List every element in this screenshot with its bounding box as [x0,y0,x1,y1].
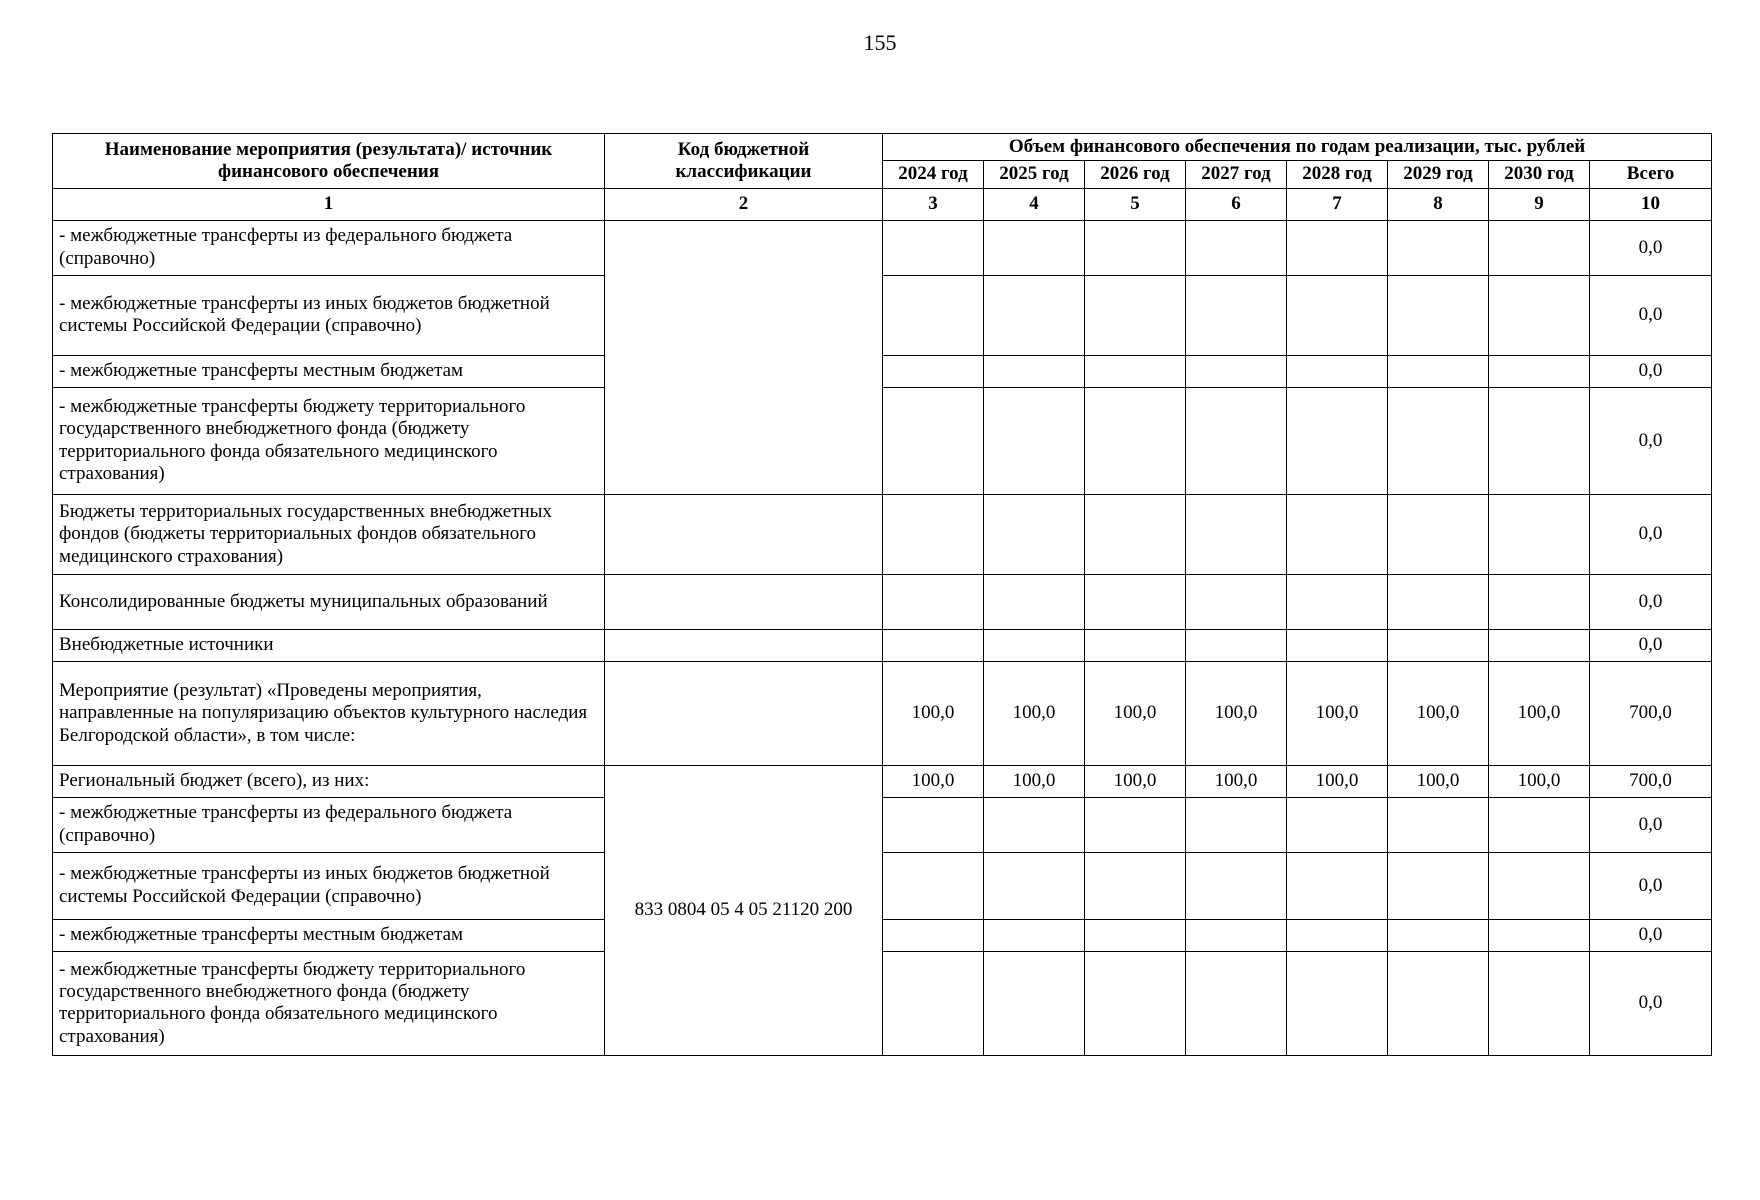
table-row [53,355,1712,387]
value-cell [883,494,984,574]
column-number: 1 [53,188,605,220]
total-cell: 0,0 [1590,387,1712,494]
value-cell [1287,574,1388,629]
column-number: 5 [1085,188,1186,220]
value-cell [984,951,1085,1055]
value-cell: 100,0 [1287,765,1388,797]
value-cell [984,387,1085,494]
total-cell: 0,0 [1590,919,1712,951]
header-year: 2025 год [984,161,1085,188]
row-name: - межбюджетные трансферты из иных бюджетов бюджетной системы Российской Федерации (справочно) [53,852,605,919]
value-cell [1489,387,1590,494]
value-cell [1085,797,1186,852]
header-code: Код бюджетной классификации [605,134,883,189]
header-row-numbers [53,188,1712,220]
total-cell: 0,0 [1590,629,1712,661]
value-cell [883,220,984,275]
budget-code-cell: 833 0804 05 4 05 21120 200 [605,765,883,1055]
value-cell [1489,852,1590,919]
column-number: 7 [1287,188,1388,220]
column-number: 2 [605,188,883,220]
column-number: 3 [883,188,984,220]
table-row [53,951,1712,1055]
value-cell [1388,797,1489,852]
budget-code-cell [605,220,883,494]
value-cell: 100,0 [1186,661,1287,765]
value-cell [1489,275,1590,355]
value-cell [1186,574,1287,629]
row-name: Региональный бюджет (всего), из них: [53,765,605,797]
value-cell [883,275,984,355]
total-cell: 0,0 [1590,275,1712,355]
value-cell [1085,355,1186,387]
header-year: 2026 год [1085,161,1186,188]
value-cell: 100,0 [1085,765,1186,797]
value-cell [984,629,1085,661]
total-cell: 0,0 [1590,574,1712,629]
total-cell: 700,0 [1590,661,1712,765]
value-cell [1186,951,1287,1055]
value-cell [1388,951,1489,1055]
value-cell [1085,629,1186,661]
table-row [53,629,1712,661]
value-cell [1489,951,1590,1055]
value-cell [1388,574,1489,629]
table-row [53,275,1712,355]
column-number: 10 [1590,188,1712,220]
value-cell [1085,574,1186,629]
value-cell [1287,919,1388,951]
value-cell [1085,275,1186,355]
row-name: - межбюджетные трансферты из федерального бюджета (справочно) [53,220,605,275]
value-cell [883,797,984,852]
value-cell [984,919,1085,951]
value-cell: 100,0 [1085,661,1186,765]
value-cell [1388,220,1489,275]
value-cell [883,919,984,951]
column-number: 8 [1388,188,1489,220]
total-cell: 700,0 [1590,765,1712,797]
row-name: - межбюджетные трансферты из федерального бюджета (справочно) [53,797,605,852]
value-cell: 100,0 [1287,661,1388,765]
value-cell [984,574,1085,629]
value-cell [883,355,984,387]
row-name: - межбюджетные трансферты местным бюджетам [53,355,605,387]
value-cell: 100,0 [1186,765,1287,797]
value-cell [1085,951,1186,1055]
value-cell [1186,852,1287,919]
header-year: 2030 год [1489,161,1590,188]
row-name: Консолидированные бюджеты муниципальных образований [53,574,605,629]
value-cell [984,494,1085,574]
value-cell [984,355,1085,387]
value-cell [1186,220,1287,275]
value-cell [1287,387,1388,494]
column-number: 6 [1186,188,1287,220]
value-cell: 100,0 [883,661,984,765]
value-cell [1287,797,1388,852]
total-cell: 0,0 [1590,494,1712,574]
row-name: Бюджеты территориальных государственных внебюджетных фондов (бюджеты территориальных фондов обязательного медицинского страхования) [53,494,605,574]
value-cell [1489,220,1590,275]
total-cell: 0,0 [1590,852,1712,919]
value-cell [1287,629,1388,661]
row-name: - межбюджетные трансферты бюджету территориального государственного внебюджетного фонда (бюджету территориального фонда обязательного медицинского страхования) [53,951,605,1055]
value-cell [1388,919,1489,951]
column-number: 9 [1489,188,1590,220]
total-cell: 0,0 [1590,951,1712,1055]
value-cell [1085,494,1186,574]
value-cell [1085,220,1186,275]
value-cell [1489,574,1590,629]
value-cell: 100,0 [883,765,984,797]
value-cell [984,220,1085,275]
value-cell [1287,355,1388,387]
table-row [53,574,1712,629]
value-cell [1489,355,1590,387]
table-row [53,765,1712,797]
total-cell: 0,0 [1590,355,1712,387]
table-row [53,220,1712,275]
row-name: - межбюджетные трансферты из иных бюджетов бюджетной системы Российской Федерации (справочно) [53,275,605,355]
budget-code-cell [605,661,883,765]
value-cell [1186,797,1287,852]
header-year: 2024 год [883,161,984,188]
table-row [53,919,1712,951]
value-cell [1287,951,1388,1055]
value-cell: 100,0 [1388,661,1489,765]
header-total: Всего [1590,161,1712,188]
value-cell [1085,387,1186,494]
value-cell [1388,355,1489,387]
table-row [53,387,1712,494]
row-name: - межбюджетные трансферты бюджету территориального государственного внебюджетного фонда (бюджету территориального фонда обязательного медицинского страхования) [53,387,605,494]
value-cell [1489,797,1590,852]
value-cell [1287,220,1388,275]
row-name: - межбюджетные трансферты местным бюджетам [53,919,605,951]
header-volume: Объем финансового обеспечения по годам реализации, тыс. рублей [883,134,1712,161]
budget-table [52,133,1712,1056]
header-year: 2028 год [1287,161,1388,188]
budget-code-cell [605,629,883,661]
value-cell [883,951,984,1055]
value-cell [1186,387,1287,494]
value-cell: 100,0 [1489,661,1590,765]
header-row-1 [53,134,1712,161]
header-year: 2027 год [1186,161,1287,188]
table-row [53,494,1712,574]
column-number: 4 [984,188,1085,220]
value-cell [1489,494,1590,574]
budget-code-cell [605,574,883,629]
value-cell [883,387,984,494]
table-row [53,661,1712,765]
value-cell [1388,387,1489,494]
value-cell [1085,852,1186,919]
value-cell [1186,494,1287,574]
total-cell: 0,0 [1590,797,1712,852]
value-cell [883,574,984,629]
value-cell [1489,629,1590,661]
value-cell [1186,355,1287,387]
value-cell [1085,919,1186,951]
table-row [53,852,1712,919]
value-cell [1388,852,1489,919]
total-cell: 0,0 [1590,220,1712,275]
budget-code-cell [605,494,883,574]
value-cell: 100,0 [1489,765,1590,797]
value-cell [883,852,984,919]
value-cell [1388,494,1489,574]
page-number: 155 [863,30,897,55]
value-cell: 100,0 [1388,765,1489,797]
value-cell [883,629,984,661]
value-cell [1186,275,1287,355]
value-cell [1287,852,1388,919]
row-name: Внебюджетные источники [53,629,605,661]
value-cell: 100,0 [984,661,1085,765]
value-cell [1388,275,1489,355]
value-cell [1186,919,1287,951]
value-cell [984,852,1085,919]
value-cell [1287,275,1388,355]
table-row [53,797,1712,852]
value-cell [1186,629,1287,661]
value-cell [984,797,1085,852]
value-cell [1489,919,1590,951]
value-cell [1287,494,1388,574]
value-cell [1388,629,1489,661]
row-name: Мероприятие (результат) «Проведены мероприятия, направленные на популяризацию объектов культурного наследия Белгородской области», в том числе: [53,661,605,765]
header-name: Наименование мероприятия (результата)/ источник финансового обеспечения [53,134,605,189]
header-year: 2029 год [1388,161,1489,188]
value-cell [984,275,1085,355]
value-cell: 100,0 [984,765,1085,797]
